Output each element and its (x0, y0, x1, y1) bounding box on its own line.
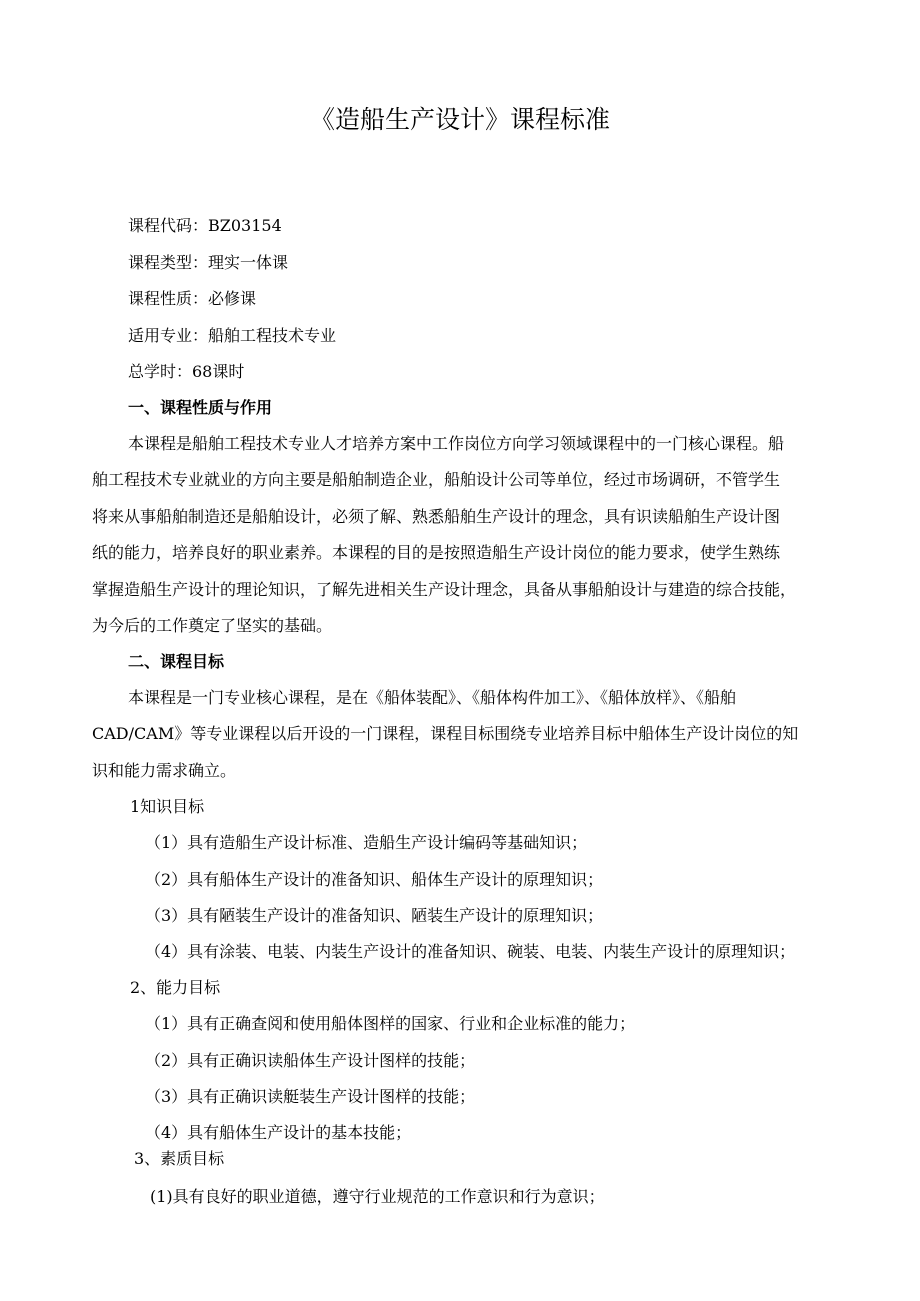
paragraph-line: 为今后的工作奠定了坚实的基础。 (92, 616, 333, 635)
document-title: 《造船生产设计》课程标准 (309, 105, 610, 134)
paragraph-line: 将来从事船舶制造还是船舶设计，必须了解、熟悉船舶生产设计的理念，具有识读船舶生产设计图 (92, 507, 781, 526)
paragraph-line: 纸的能力，培养良好的职业素养。本课程的目的是按照造船生产设计岗位的能力要求，使学生熟练 (92, 543, 781, 562)
list-item: （4）具有船体生产设计的基本技能； (145, 1123, 412, 1142)
list-item: （4）具有涂装、电装、内装生产设计的准备知识、碗装、电装、内装生产设计的原理知识； (145, 942, 796, 961)
paragraph-line: 本课程是船舶工程技术专业人才培养方案中工作岗位方向学习领域课程中的一门核心课程。船 (128, 434, 785, 453)
paragraph-line: CAD/CAM》等专业课程以后开设的一门课程，课程目标围绕专业培养目标中船体生产设计岗位的知 (92, 724, 799, 743)
subheading-knowledge: 1知识目标 (130, 797, 205, 816)
paragraph-line: 掌握造船生产设计的理论知识，了解先进相关生产设计理念，具备从事船舶设计与建造的综合技能， (92, 580, 797, 599)
subheading-ability: 2、能力目标 (130, 978, 221, 997)
course-code: 课程代码：BZ03154 (128, 216, 282, 235)
section-heading-nature: 一、课程性质与作用 (128, 398, 273, 417)
applicable-major: 适用专业：船舶工程技术专业 (128, 326, 337, 345)
paragraph-line: 识和能力需求确立。 (92, 761, 237, 780)
subheading-quality: 3、素质目标 (134, 1149, 225, 1168)
list-item: （2）具有正确识读船体生产设计图样的技能； (145, 1051, 476, 1070)
section-heading-objectives: 二、课程目标 (128, 652, 225, 671)
list-item: （3）具有陋装生产设计的准备知识、陋装生产设计的原理知识； (145, 906, 604, 925)
list-item: (1)具有良好的职业道德，遵守行业规范的工作意识和行为意识； (150, 1187, 605, 1206)
paragraph-line: 舶工程技术专业就业的方向主要是船舶制造企业，船舶设计公司等单位，经过市场调研，不管学生 (92, 470, 781, 489)
course-nature: 课程性质：必修课 (128, 289, 257, 308)
list-item: （2）具有船体生产设计的准备知识、船体生产设计的原理知识； (145, 870, 604, 889)
list-item: （3）具有正确识读艇装生产设计图样的技能； (145, 1087, 476, 1106)
list-item: （1）具有正确查阅和使用船体图样的国家、行业和企业标准的能力； (145, 1014, 636, 1033)
paragraph-line: 本课程是一门专业核心课程，是在《船体装配》、《船体构件加工》、《船体放样》、《船舶 (128, 688, 737, 707)
total-hours: 总学时：68课时 (128, 362, 245, 381)
list-item: （1）具有造船生产设计标准、造船生产设计编码等基础知识； (145, 833, 588, 852)
course-type: 课程类型：理实一体课 (128, 253, 289, 272)
